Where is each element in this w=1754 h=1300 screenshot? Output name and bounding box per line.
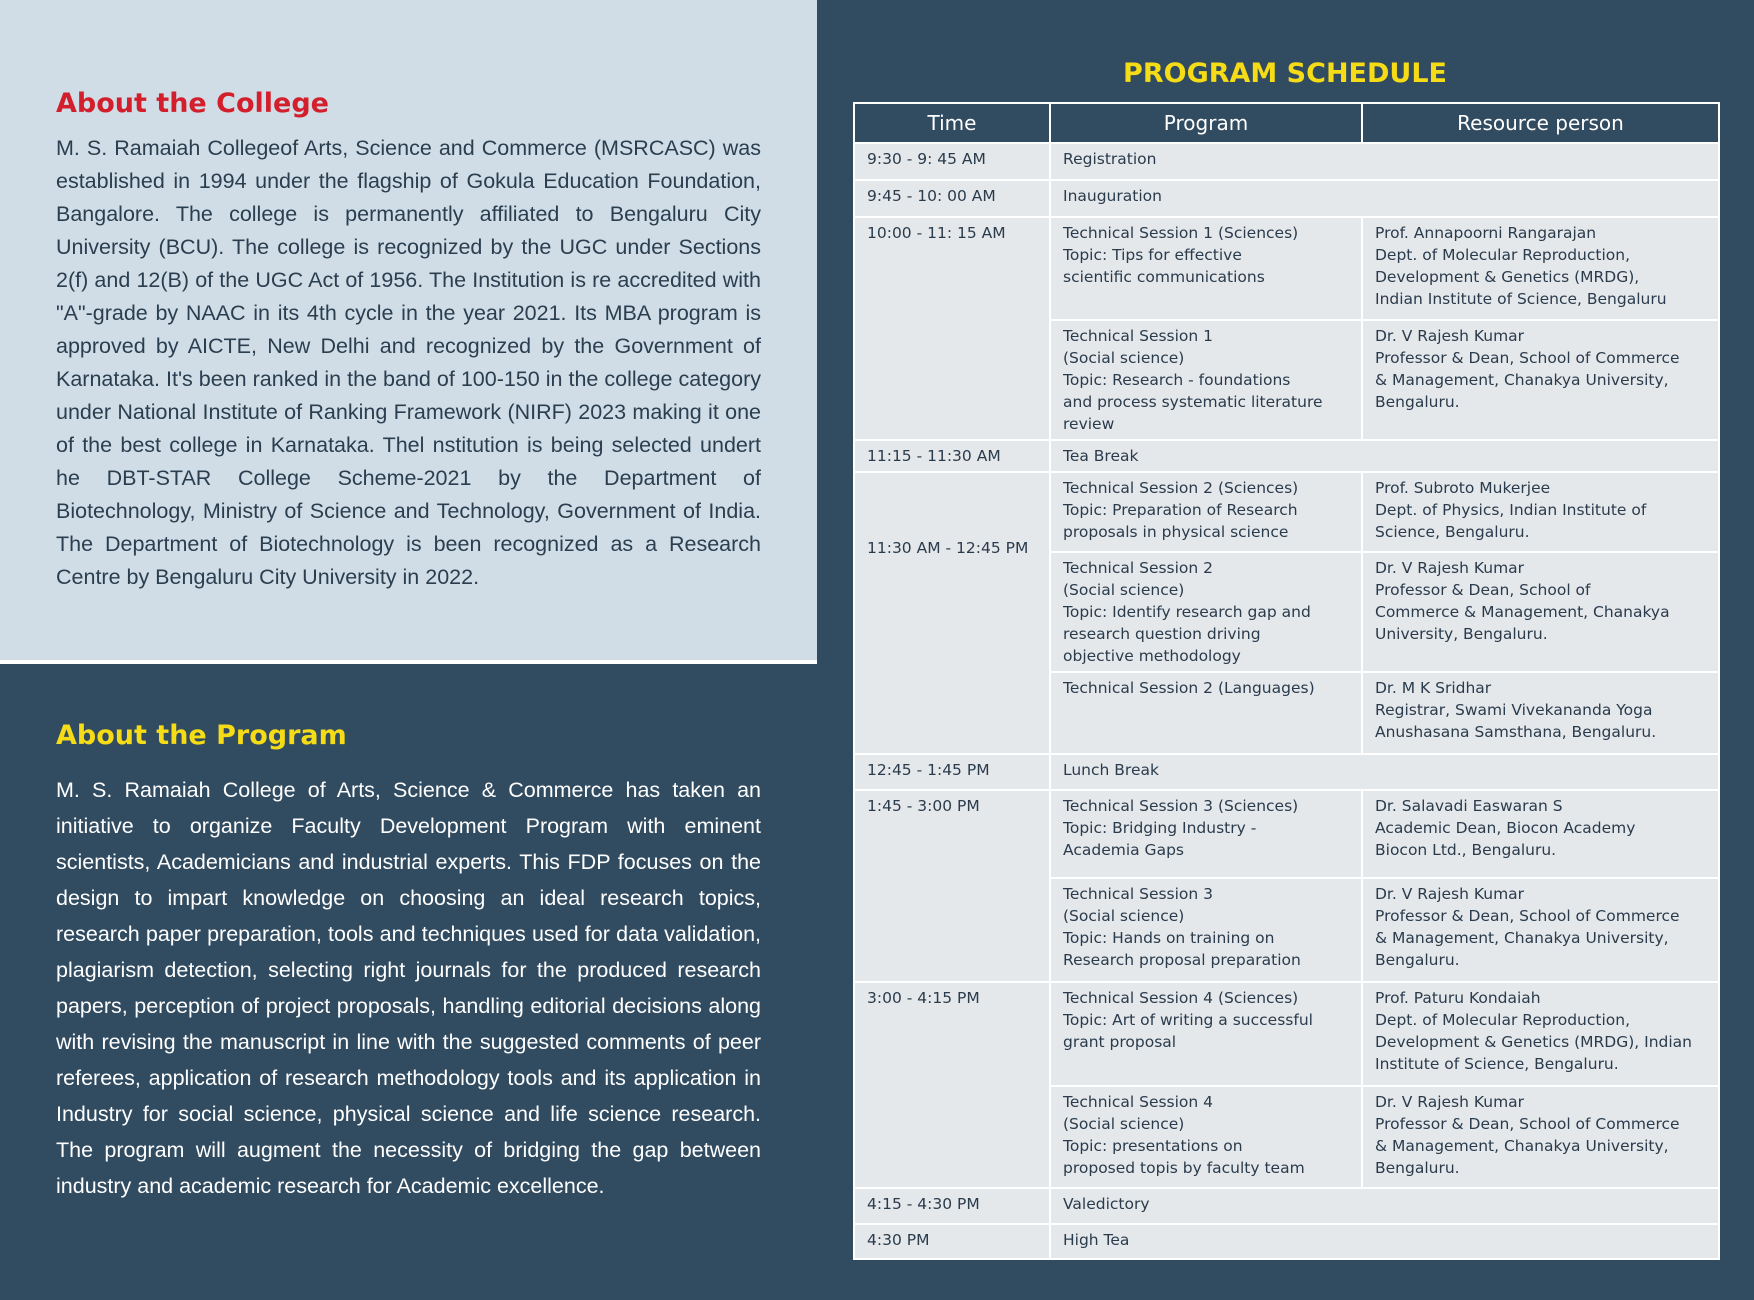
cell-line: Topic: presentations on — [1063, 1137, 1243, 1155]
cell-line: Professor & Dean, School of Commerce — [1375, 1115, 1680, 1133]
cell-line: Dept. of Molecular Reproduction, — [1375, 1011, 1631, 1029]
session-program — [1050, 672, 1362, 754]
about-college-panel — [0, 0, 817, 664]
cell-line: proposals in physical science — [1063, 523, 1289, 541]
cell-line: Technical Session 2 — [1063, 559, 1214, 577]
row-time: 12:45 - 1:45 PM — [854, 754, 1050, 790]
session-person — [1362, 1086, 1719, 1188]
table-row — [854, 440, 1719, 472]
row-time: 1:45 - 3:00 PM — [854, 790, 1050, 982]
cell-line: Topic: Art of writing a successful — [1063, 1011, 1313, 1029]
cell-line: Indian Institute of Science, Bengaluru — [1375, 290, 1667, 308]
cell-line: Technical Session 1 (Sciences) — [1063, 224, 1299, 242]
session-program — [1050, 1086, 1362, 1188]
table-row — [854, 180, 1719, 217]
cell-line: Technical Session 4 (Sciences) — [1063, 989, 1299, 1007]
cell-line: Research proposal preparation — [1063, 951, 1301, 969]
cell-line: Professor & Dean, School of Commerce — [1375, 349, 1680, 367]
row-event: Lunch Break — [1050, 754, 1719, 790]
cell-line: & Management, Chanakya University, — [1375, 371, 1669, 389]
session-program — [1050, 982, 1362, 1086]
header-program: Program — [1050, 103, 1362, 143]
cell-line: Commerce & Management, Chanakya — [1375, 603, 1670, 621]
cell-line: scientific communications — [1063, 268, 1265, 286]
cell-line: objective methodology — [1063, 647, 1241, 665]
cell-line: Development & Genetics (MRDG), Indian — [1375, 1033, 1693, 1051]
header-time: Time — [854, 103, 1050, 143]
cell-line: Topic: Research - foundations — [1063, 371, 1291, 389]
cell-line: Professor & Dean, School of — [1375, 581, 1591, 599]
cell-line: Dept. of Physics, Indian Institute of — [1375, 501, 1647, 519]
row-time: 11:30 AM - 12:45 PM — [854, 472, 1050, 754]
cell-line: (Social science) — [1063, 581, 1185, 599]
about-program-text: M. S. Ramaiah College of Arts, Science & Commerce has taken an initiative to organize Faculty Development Program with eminent scientists, Academicians and industrial experts. This FDP focuses on the design to impart knowledge on choosing an ideal research topics, research paper preparation, tools and techniques used for data validation, plagiarism detection, selecting right journals for the produced research papers, perception of project proposals, handling editorial decisions along with revising the manuscript in line with the suggested comments of peer referees, application of research methodology tools and its application in Industry for social science, physical science and life science research. The program will augment the necessity of bridging the gap between industry and academic research for Academic excellence. — [56, 778, 761, 1198]
cell-line: and process systematic literature — [1063, 393, 1323, 411]
cell-line: Development & Genetics (MRDG), — [1375, 268, 1640, 286]
cell-line: Prof. Subroto Mukerjee — [1375, 479, 1551, 497]
table-row — [854, 472, 1719, 552]
header-resource: Resource person — [1362, 103, 1719, 143]
session-program — [1050, 790, 1362, 878]
cell-line: Technical Session 4 — [1063, 1093, 1214, 1111]
cell-line: Topic: Preparation of Research — [1063, 501, 1298, 519]
cell-line: Technical Session 1 — [1063, 327, 1214, 345]
cell-line: Academia Gaps — [1063, 841, 1184, 859]
table-row — [854, 217, 1719, 320]
row-event: High Tea — [1050, 1224, 1719, 1259]
cell-line: Registrar, Swami Vivekananda Yoga — [1375, 701, 1653, 719]
table-row — [854, 1188, 1719, 1224]
cell-line: grant proposal — [1063, 1033, 1177, 1051]
cell-line: proposed topis by faculty team — [1063, 1159, 1305, 1177]
schedule-title: PROGRAM SCHEDULE — [1123, 58, 1447, 89]
cell-line: Topic: Tips for effective — [1063, 246, 1242, 264]
cell-line: Bengaluru. — [1375, 393, 1460, 411]
row-time: 4:15 - 4:30 PM — [854, 1188, 1050, 1224]
cell-line: Prof. Annapoorni Rangarajan — [1375, 224, 1597, 242]
session-program — [1050, 552, 1362, 672]
cell-line: Dr. V Rajesh Kumar — [1375, 559, 1525, 577]
cell-line: Dr. V Rajesh Kumar — [1375, 885, 1525, 903]
cell-line: Prof. Paturu Kondaiah — [1375, 989, 1541, 1007]
table-row — [854, 1224, 1719, 1259]
row-time: 9:30 - 9: 45 AM — [854, 143, 1050, 180]
cell-line: Dr. V Rajesh Kumar — [1375, 1093, 1525, 1111]
cell-line: Dr. M K Sridhar — [1375, 679, 1492, 697]
table-row — [854, 143, 1719, 180]
cell-line: Anushasana Samsthana, Bengaluru. — [1375, 723, 1657, 741]
cell-line: Science, Bengaluru. — [1375, 523, 1530, 541]
cell-line: Dept. of Molecular Reproduction, — [1375, 246, 1631, 264]
cell-line: Bengaluru. — [1375, 1159, 1460, 1177]
row-event: Tea Break — [1050, 440, 1719, 472]
row-event: Valedictory — [1050, 1188, 1719, 1224]
session-person — [1362, 878, 1719, 982]
row-event: Registration — [1050, 143, 1719, 180]
cell-line: Topic: Identify research gap and — [1063, 603, 1311, 621]
session-person — [1362, 982, 1719, 1086]
table-row — [854, 982, 1719, 1086]
session-program — [1050, 320, 1362, 440]
cell-line: Dr. V Rajesh Kumar — [1375, 327, 1525, 345]
cell-line: & Management, Chanakya University, — [1375, 929, 1669, 947]
schedule-table — [853, 102, 1720, 1260]
cell-line: (Social science) — [1063, 349, 1185, 367]
cell-line: Biocon Ltd., Bengaluru. — [1375, 841, 1557, 859]
row-time: 4:30 PM — [854, 1224, 1050, 1259]
cell-line: (Social science) — [1063, 907, 1185, 925]
cell-line: review — [1063, 415, 1115, 433]
schedule-header-row — [854, 103, 1719, 143]
cell-line: Academic Dean, Biocon Academy — [1375, 819, 1636, 837]
cell-line: Topic: Bridging Industry - — [1063, 819, 1257, 837]
about-college-title: About the College — [56, 88, 329, 119]
cell-line: Technical Session 3 — [1063, 885, 1214, 903]
row-event: Inauguration — [1050, 180, 1719, 217]
cell-line: Topic: Hands on training on — [1063, 929, 1275, 947]
session-person — [1362, 672, 1719, 754]
cell-line: Bengaluru. — [1375, 951, 1460, 969]
session-program — [1050, 217, 1362, 320]
session-person — [1362, 472, 1719, 552]
cell-line: Technical Session 2 (Sciences) — [1063, 479, 1299, 497]
session-person — [1362, 320, 1719, 440]
table-row — [854, 790, 1719, 878]
cell-line: Dr. Salavadi Easwaran S — [1375, 797, 1563, 815]
row-time: 11:15 - 11:30 AM — [854, 440, 1050, 472]
table-row — [854, 754, 1719, 790]
session-program — [1050, 878, 1362, 982]
session-person — [1362, 552, 1719, 672]
cell-line: University, Bengaluru. — [1375, 625, 1548, 643]
row-time: 3:00 - 4:15 PM — [854, 982, 1050, 1188]
session-person — [1362, 790, 1719, 878]
session-person — [1362, 217, 1719, 320]
about-program-title: About the Program — [56, 720, 347, 751]
about-college-text: M. S. Ramaiah Collegeof Arts, Science and Commerce (MSRCASC) was established in 1994 under the flagship of Gokula Education Foundation, Bangalore. The college is permanently affiliated to Bengaluru City University (BCU). The college is recognized by the UGC under Sections 2(f) and 12(B) of the UGC Act of 1956. The Institution is re accredited with "A"-grade by NAAC in its 4th cycle in the year 2021. Its MBA program is approved by AICTE, New Delhi and recognized by the Government of Karnataka. It's been ranked in the band of 100-150 in the college category under National Institute of Ranking Framework (NIRF) 2023 making it one of the best college in Karnataka. Thel nstitution is being selected undert he DBT-STAR College Scheme-2021 by the Department of Biotechnology, Ministry of Science and Technology, Government of India. The Department of Biotechnology is been recognized as a Research Centre by Bengaluru City University in 2022. — [56, 136, 761, 589]
cell-line: Institute of Science, Bengaluru. — [1375, 1055, 1619, 1073]
cell-line: (Social science) — [1063, 1115, 1185, 1133]
session-program — [1050, 472, 1362, 552]
cell-line: Technical Session 3 (Sciences) — [1063, 797, 1299, 815]
row-time: 9:45 - 10: 00 AM — [854, 180, 1050, 217]
cell-line: research question driving — [1063, 625, 1261, 643]
cell-line: Technical Session 2 (Languages) — [1063, 679, 1315, 697]
cell-line: Professor & Dean, School of Commerce — [1375, 907, 1680, 925]
cell-line: & Management, Chanakya University, — [1375, 1137, 1669, 1155]
row-time: 10:00 - 11: 15 AM — [854, 217, 1050, 440]
